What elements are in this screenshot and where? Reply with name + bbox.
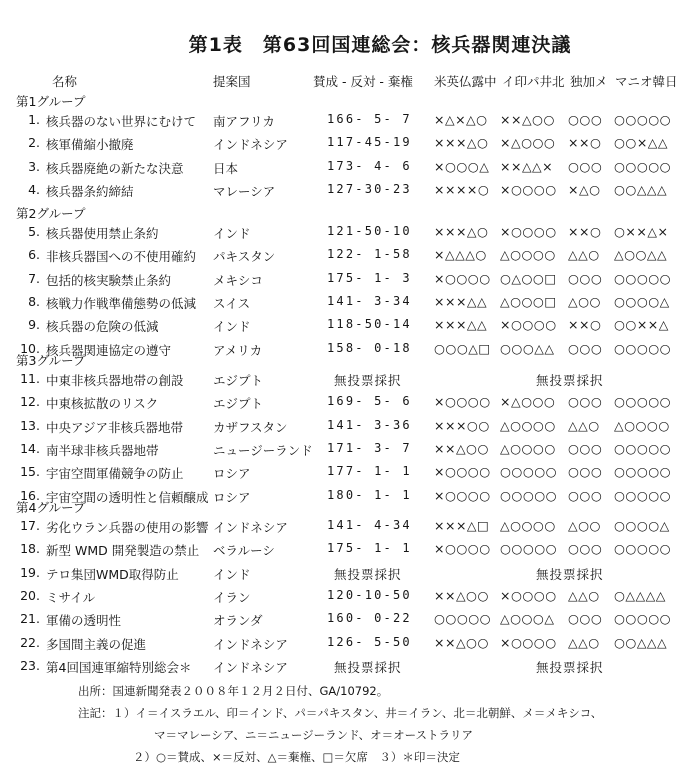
table-row (0, 658, 700, 678)
votes-group-1: ○○○○○ (434, 611, 492, 627)
votes-group-3: ○○○ (568, 541, 603, 557)
votes-group-2: ×○○○○ (500, 317, 557, 333)
row-number: 22. (20, 634, 40, 650)
note-2: ２）○＝賛成、×＝反対、△＝棄権、□＝欠席 ３）＊印＝決定 (133, 750, 460, 764)
resolution-name: 第4回国連軍縮特別総会＊ (46, 659, 192, 675)
vote-result: 無投票採択 (334, 566, 402, 582)
votes-group-2: △○○○○ (500, 247, 556, 263)
vote-tally: 166- 5- 7 (327, 112, 412, 126)
vote-tally: 141- 3-34 (327, 293, 412, 308)
row-number: 20. (20, 587, 40, 603)
row-number: 19. (20, 564, 40, 580)
resolution-name: 核兵器廃絶の新たな決意 (46, 160, 184, 176)
vote-tally: 118-50-14 (327, 317, 412, 332)
vote-tally: 175- 1- 3 (327, 270, 412, 285)
header-vote: 賛成 - 反対 - 棄権 (313, 74, 413, 89)
resolution-name: 宇宙空間軍備競争の防止 (46, 466, 184, 482)
proposer-country: インドネシア (213, 659, 288, 675)
proposer-country: イラン (213, 589, 251, 605)
note-1: 注記：１）イ＝イスラエル、印＝インド、パ＝パキスタン、井＝イラン、北＝北朝鮮、メ＝メキシコ、 (78, 706, 603, 720)
votes-group-4: ○○○○○ (614, 440, 672, 456)
votes-group-4: ○○○○△ (614, 293, 670, 309)
row-number: 3. (28, 158, 40, 174)
row-number: 10. (20, 340, 40, 356)
votes-group-2: ○○○△△ (500, 340, 555, 356)
votes-group-2: △○○○○ (500, 417, 556, 433)
row-number: 4. (28, 181, 40, 197)
proposer-country: 日本 (213, 160, 239, 176)
votes-group-3: ××○ (568, 224, 602, 239)
proposer-country: インド (213, 566, 251, 582)
votes-group-2: △○○○○ (500, 518, 556, 533)
votes-group-3: ○○○ (568, 340, 603, 356)
table-row (0, 518, 700, 538)
vote-tally: 141- 3-36 (327, 417, 412, 432)
proposer-country: エジプト (213, 373, 264, 388)
table-row (0, 611, 700, 631)
vote-tally: 175- 1- 1 (327, 541, 412, 556)
votes-group-4: ○○○○○ (614, 464, 672, 480)
votes-group-4: ○××△× (614, 224, 669, 239)
row-number: 5. (28, 224, 40, 239)
votes-group-4: ○○△△△ (614, 181, 668, 197)
table-row (0, 182, 700, 202)
row-number: 7. (28, 270, 40, 286)
proposer-country: インド (213, 226, 251, 241)
resolution-name: 軍備の透明性 (46, 613, 122, 629)
votes-group-2: ××△○○ (500, 112, 555, 127)
vote-result: 無投票採択 (334, 659, 402, 675)
votes-group-3: ○○○ (568, 270, 603, 286)
proposer-country: スイス (213, 295, 251, 311)
group-label: 第3グループ (16, 353, 86, 368)
resolution-name: 核軍備縮小撤廃 (46, 137, 134, 153)
votes-group-1: ×○○○○ (434, 270, 491, 286)
votes-group-1: ×○○○△ (434, 158, 490, 174)
proposer-country: アメリカ (213, 342, 263, 358)
row-number: 15. (20, 464, 40, 480)
vote-tally: 126- 5-50 (327, 634, 412, 649)
votes-group-3: ×△○ (568, 181, 601, 197)
votes-group-1: ×××△△ (434, 293, 488, 309)
group-label: 第4グループ (16, 500, 86, 515)
resolution-name: 中央アジア非核兵器地帯 (46, 419, 184, 435)
votes-group-2: ○○○○○ (500, 541, 558, 557)
votes-group-3: ○○○ (568, 112, 603, 127)
header-name: 名称 (52, 74, 78, 89)
votes-group-1: ×××△△ (434, 317, 488, 333)
votes-group-1: ×××△○ (434, 135, 489, 151)
votes-group-3: △△○ (568, 587, 600, 603)
table-title: 第1表 第63回国連総会：核兵器関連決議 (188, 34, 572, 56)
votes-group-4: ○○○○○ (614, 270, 672, 286)
header-proposer: 提案国 (213, 74, 251, 89)
group-label: 第1グループ (16, 94, 86, 109)
votes-group-2: ×△○○○ (500, 394, 556, 410)
resolution-name: 核戦力作戦準備態勢の低減 (46, 295, 197, 311)
vote-tally: 158- 0-18 (327, 340, 412, 355)
votes-group-4: ○△△△△ (614, 587, 666, 603)
vote-tally: 122- 1-58 (327, 247, 412, 262)
table-row (0, 541, 700, 561)
proposer-country: ロシア (213, 466, 251, 482)
row-number: 8. (28, 293, 40, 309)
proposer-country: インドネシア (213, 636, 288, 652)
resolution-name: テロ集団WMD取得防止 (46, 566, 179, 582)
table-row (0, 294, 700, 314)
table-row (0, 394, 700, 414)
votes-group-1: ×○○○○ (434, 394, 491, 410)
vote-tally: 120-10-50 (327, 587, 412, 602)
votes-group-3: ××○ (568, 317, 602, 333)
table-row (0, 271, 700, 291)
resolution-name: 南半球非核兵器地帯 (46, 442, 159, 458)
votes-group-4: ○○○○△ (614, 518, 670, 533)
table-row (0, 488, 700, 508)
row-number: 9. (28, 317, 40, 333)
vote-result: 無投票採択 (334, 373, 402, 388)
vote-tally: 160- 0-22 (327, 611, 412, 626)
proposer-country: ニュージーランド (213, 442, 313, 458)
row-number: 1. (28, 112, 40, 127)
proposer-country: インド (213, 319, 251, 335)
votes-group-2: ○○○○○ (500, 487, 558, 503)
proposer-country: インドネシア (213, 520, 288, 535)
table-header (0, 72, 700, 88)
resolution-name: 核兵器関連協定の遵守 (46, 342, 172, 358)
votes-group-4: ○○○○○ (614, 394, 672, 410)
proposer-country: カザフスタン (213, 419, 288, 435)
row-number: 12. (20, 394, 40, 410)
proposer-country: マレーシア (213, 183, 276, 199)
votes-group-3: ××○ (568, 135, 602, 151)
votes-group-1: ×○○○○ (434, 541, 491, 557)
country-votes-summary: 無投票採択 (536, 373, 604, 388)
note-1-continued: マ＝マレーシア、ニ＝ニュージーランド、オ＝オーストラリア (154, 728, 474, 742)
vote-tally: 169- 5- 6 (327, 394, 412, 409)
votes-group-2: ○○○○○ (500, 464, 558, 480)
vote-tally: 173- 4- 6 (327, 158, 412, 173)
votes-group-2: ×○○○○ (500, 181, 557, 197)
table-row (0, 224, 700, 244)
header-group1: 米英仏露中 (434, 74, 497, 89)
votes-group-3: ○○○ (568, 611, 603, 627)
table-row (0, 371, 700, 391)
header-group2: イ印パ井北 (502, 74, 565, 89)
proposer-country: ベラルーシ (213, 543, 275, 559)
proposer-country: オランダ (213, 613, 263, 629)
resolution-name: ミサイル (46, 589, 96, 605)
resolution-name: 宇宙空間の透明性と信頼醸成 (46, 489, 209, 505)
votes-group-1: ××△○○ (434, 587, 489, 603)
votes-group-2: △○○○□ (500, 293, 557, 309)
votes-group-2: △○○○△ (500, 611, 555, 627)
vote-tally: 141- 4-34 (327, 518, 412, 532)
votes-group-3: △△○ (568, 247, 600, 263)
resolution-name: 核兵器の危険の低減 (46, 319, 159, 335)
votes-group-4: ○○○○○ (614, 158, 672, 174)
vote-tally: 177- 1- 1 (327, 464, 412, 479)
resolution-name: 劣化ウラン兵器の使用の影響 (46, 520, 209, 535)
resolution-name: 核兵器のない世界にむけて (46, 114, 197, 129)
resolution-name: 核兵器使用禁止条約 (46, 226, 159, 241)
vote-tally: 121-50-10 (327, 224, 412, 238)
table-row (0, 135, 700, 155)
votes-group-3: ○○○ (568, 158, 603, 174)
votes-group-3: ○○○ (568, 464, 603, 480)
table-row (0, 565, 700, 585)
row-number: 21. (20, 611, 40, 627)
resolution-name: 新型 WMD 開発製造の禁止 (46, 543, 200, 559)
row-number: 17. (20, 518, 40, 533)
group-label: 第2グループ (16, 206, 86, 221)
table-row (0, 112, 700, 132)
table-row (0, 635, 700, 655)
country-votes-summary: 無投票採択 (536, 659, 604, 675)
proposer-country: インドネシア (213, 137, 288, 153)
votes-group-4: ○○△△△ (614, 634, 668, 650)
votes-group-1: ×○○○○ (434, 487, 491, 503)
votes-group-1: ×△△△○ (434, 247, 487, 263)
votes-group-3: ○○○ (568, 440, 603, 456)
row-number: 13. (20, 417, 40, 433)
votes-group-1: ×○○○○ (434, 464, 491, 480)
votes-group-4: △○○△△ (614, 247, 668, 263)
row-number: 23. (20, 657, 40, 673)
proposer-country: メキシコ (213, 272, 263, 288)
table-row (0, 441, 700, 461)
row-number: 16. (20, 487, 40, 503)
table-row (0, 247, 700, 267)
resolution-name: 中東非核兵器地帯の創設 (46, 373, 184, 388)
votes-group-3: ○○○ (568, 394, 603, 410)
vote-tally: 127-30-23 (327, 181, 412, 196)
table-row (0, 418, 700, 438)
votes-group-1: ×××△□ (434, 518, 490, 533)
votes-group-1: ××△○○ (434, 440, 489, 456)
votes-group-4: ○○○○○ (614, 112, 672, 127)
votes-group-1: ×△×△○ (434, 112, 488, 127)
votes-group-2: ○△○○□ (500, 270, 557, 286)
resolution-name: 包括的核実験禁止条約 (46, 272, 172, 288)
votes-group-3: △△○ (568, 634, 600, 650)
row-number: 2. (28, 135, 40, 151)
votes-group-2: ×△○○○ (500, 135, 556, 151)
proposer-country: パキスタン (213, 249, 276, 265)
proposer-country: 南アフリカ (213, 114, 275, 129)
source-note: 出所：国連新聞発表２００８年１２月２日付、GA/10792。 (78, 684, 389, 698)
votes-group-4: △○○○○ (614, 417, 670, 433)
resolution-name: 非核兵器国への不使用確約 (46, 249, 197, 265)
row-number: 11. (20, 371, 40, 386)
votes-group-1: ××××○ (434, 181, 490, 197)
votes-group-4: ○○○○○ (614, 340, 672, 356)
votes-group-3: △○○ (568, 518, 601, 533)
votes-group-2: ×○○○○ (500, 634, 557, 650)
votes-group-1: ××△○○ (434, 634, 489, 650)
resolution-name: 多国間主義の促進 (46, 636, 147, 652)
table-row (0, 464, 700, 484)
vote-tally: 180- 1- 1 (327, 487, 412, 502)
table-row (0, 317, 700, 337)
votes-group-2: ××△△× (500, 158, 554, 174)
votes-group-1: ×××△○ (434, 224, 489, 239)
votes-group-1: ×××○○ (434, 417, 490, 433)
votes-group-4: ○○○○○ (614, 611, 672, 627)
table-row (0, 341, 700, 361)
row-number: 6. (28, 247, 40, 263)
votes-group-4: ○○○○○ (614, 487, 672, 503)
votes-group-3: ○○○ (568, 487, 603, 503)
votes-group-2: ×○○○○ (500, 224, 557, 239)
votes-group-2: △○○○○ (500, 440, 556, 456)
proposer-country: ロシア (213, 489, 251, 505)
row-number: 14. (20, 440, 40, 456)
votes-group-3: △△○ (568, 417, 600, 433)
resolution-name: 核兵器条約締結 (46, 183, 134, 199)
votes-group-4: ○○○○○ (614, 541, 672, 557)
resolution-name: 中東核拡散のリスク (46, 396, 159, 412)
votes-group-1: ○○○△□ (434, 340, 491, 356)
table-row (0, 588, 700, 608)
vote-tally: 171- 3- 7 (327, 440, 412, 455)
votes-group-3: △○○ (568, 293, 601, 309)
header-group4: マニオ韓日 (615, 74, 678, 89)
table-row (0, 159, 700, 179)
vote-tally: 117-45-19 (327, 135, 412, 150)
row-number: 18. (20, 541, 40, 557)
country-votes-summary: 無投票採択 (536, 566, 604, 582)
votes-group-2: ×○○○○ (500, 587, 557, 603)
proposer-country: エジプト (213, 396, 264, 412)
votes-group-4: ○○××△ (614, 317, 669, 333)
header-group3: 独加メ (570, 74, 608, 89)
votes-group-4: ○○×△△ (614, 135, 669, 151)
